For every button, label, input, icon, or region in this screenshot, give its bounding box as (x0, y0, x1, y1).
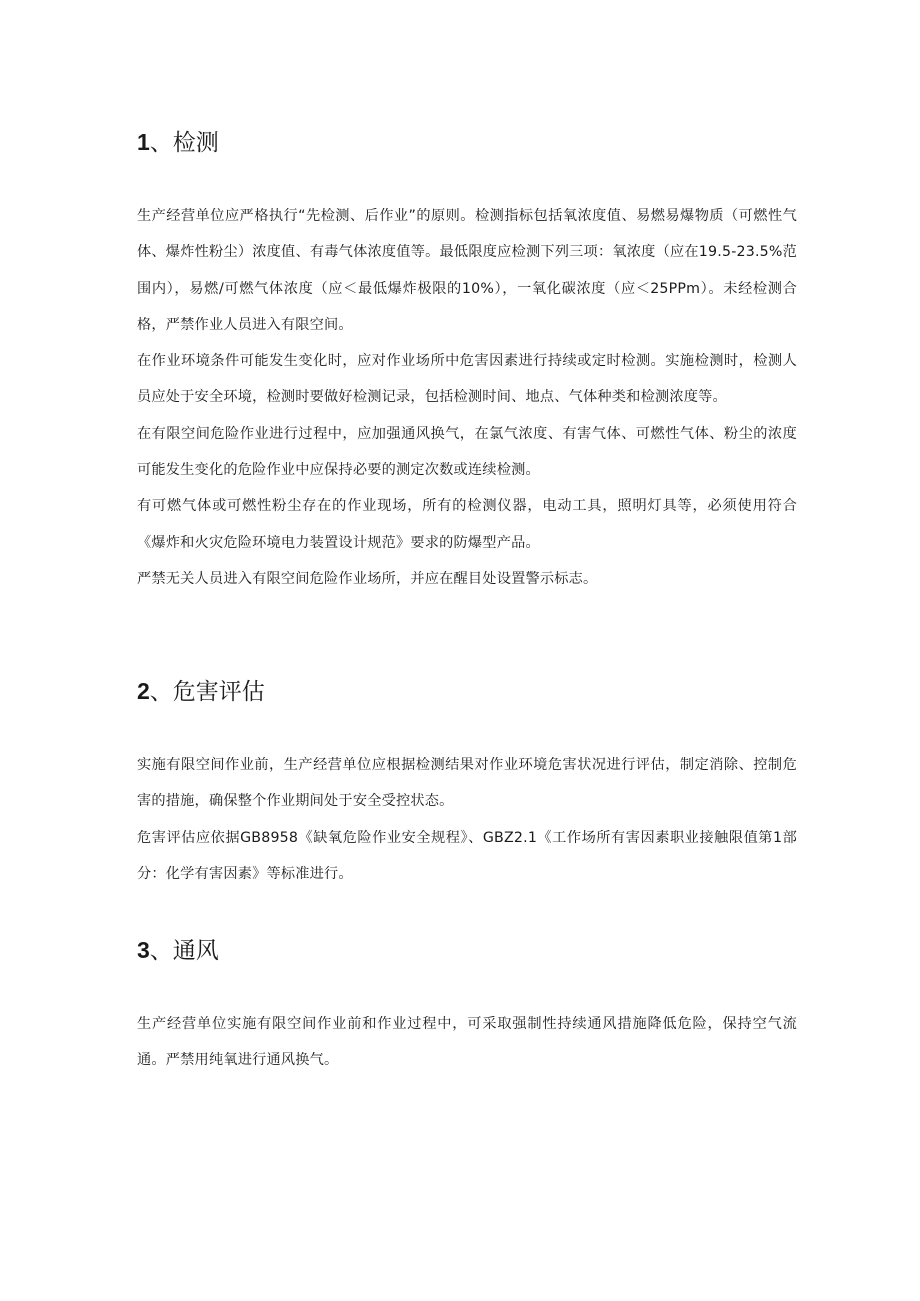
section-ventilation (137, 935, 797, 1079)
paragraph: 严禁无关人员进入有限空间危险作业场所，并应在醒目处设置警示标志。 (137, 570, 598, 587)
paragraph: 生产经营单位实施有限空间作业前和作业过程中，可采取强制性持续通风措施降低危险，保持空气流通。严禁用纯氧进行通风换气。 (137, 1016, 797, 1069)
section-hazard-assessment (137, 676, 797, 892)
section-heading (137, 127, 797, 158)
section-title: 、通风 (149, 938, 219, 964)
paragraph: 在有限空间危险作业进行过程中，应加强通风换气，在氯气浓度、有害气体、可燃性气体、粉尘的浓度可能发生变化的危险作业中应保持必要的测定次数或连续检测。 (137, 425, 797, 479)
paragraph: 危害评估应依据GB8958《缺氧危险作业安全规程》、GBZ2.1《工作场所有害因素职业接触限值第1部分：化学有害因素》等标准进行。 (137, 829, 797, 882)
section-heading (137, 935, 797, 966)
section-number: 2 (137, 678, 150, 704)
section-heading (137, 676, 797, 707)
section-title: 、检测 (149, 130, 219, 156)
paragraph: 实施有限空间作业前，生产经营单位应根据检测结果对作业环境危害状况进行评估，制定消除、控制危害的措施，确保整个作业期间处于安全受控状态。 (137, 757, 797, 810)
paragraph: 有可燃气体或可燃性粉尘存在的作业现场，所有的检测仪器，电动工具，照明灯具等，必须使用符合《爆炸和火灾危险环境电力装置设计规范》要求的防爆型产品。 (137, 498, 797, 551)
section-detection (137, 127, 797, 597)
section-number: 1 (137, 129, 150, 155)
section-number: 3 (137, 937, 150, 963)
paragraph: 在作业环境条件可能发生变化时，应对作业场所中危害因素进行持续或定时检测。实施检测时，检测人员应处于安全环境，检测时要做好检测记录，包括检测时间、地点、气体种类和检测浓度等。 (137, 353, 797, 406)
paragraph: 生产经营单位应严格执行“先检测、后作业”的原则。检测指标包括氧浓度值、易燃易爆物质（可燃性气体、爆炸性粉尘）浓度值、有毒气体浓度值等。最低限度应检测下列三项：氧浓度（应在19.5-23.5%范围内），易燃/可燃气体浓度（应＜最低爆炸极限的10%），一氧化碳浓度（应＜25PPm）。未经检测合格，严禁作业人员进入有限空间。 (137, 208, 797, 333)
section-title: 、危害评估 (149, 679, 265, 705)
